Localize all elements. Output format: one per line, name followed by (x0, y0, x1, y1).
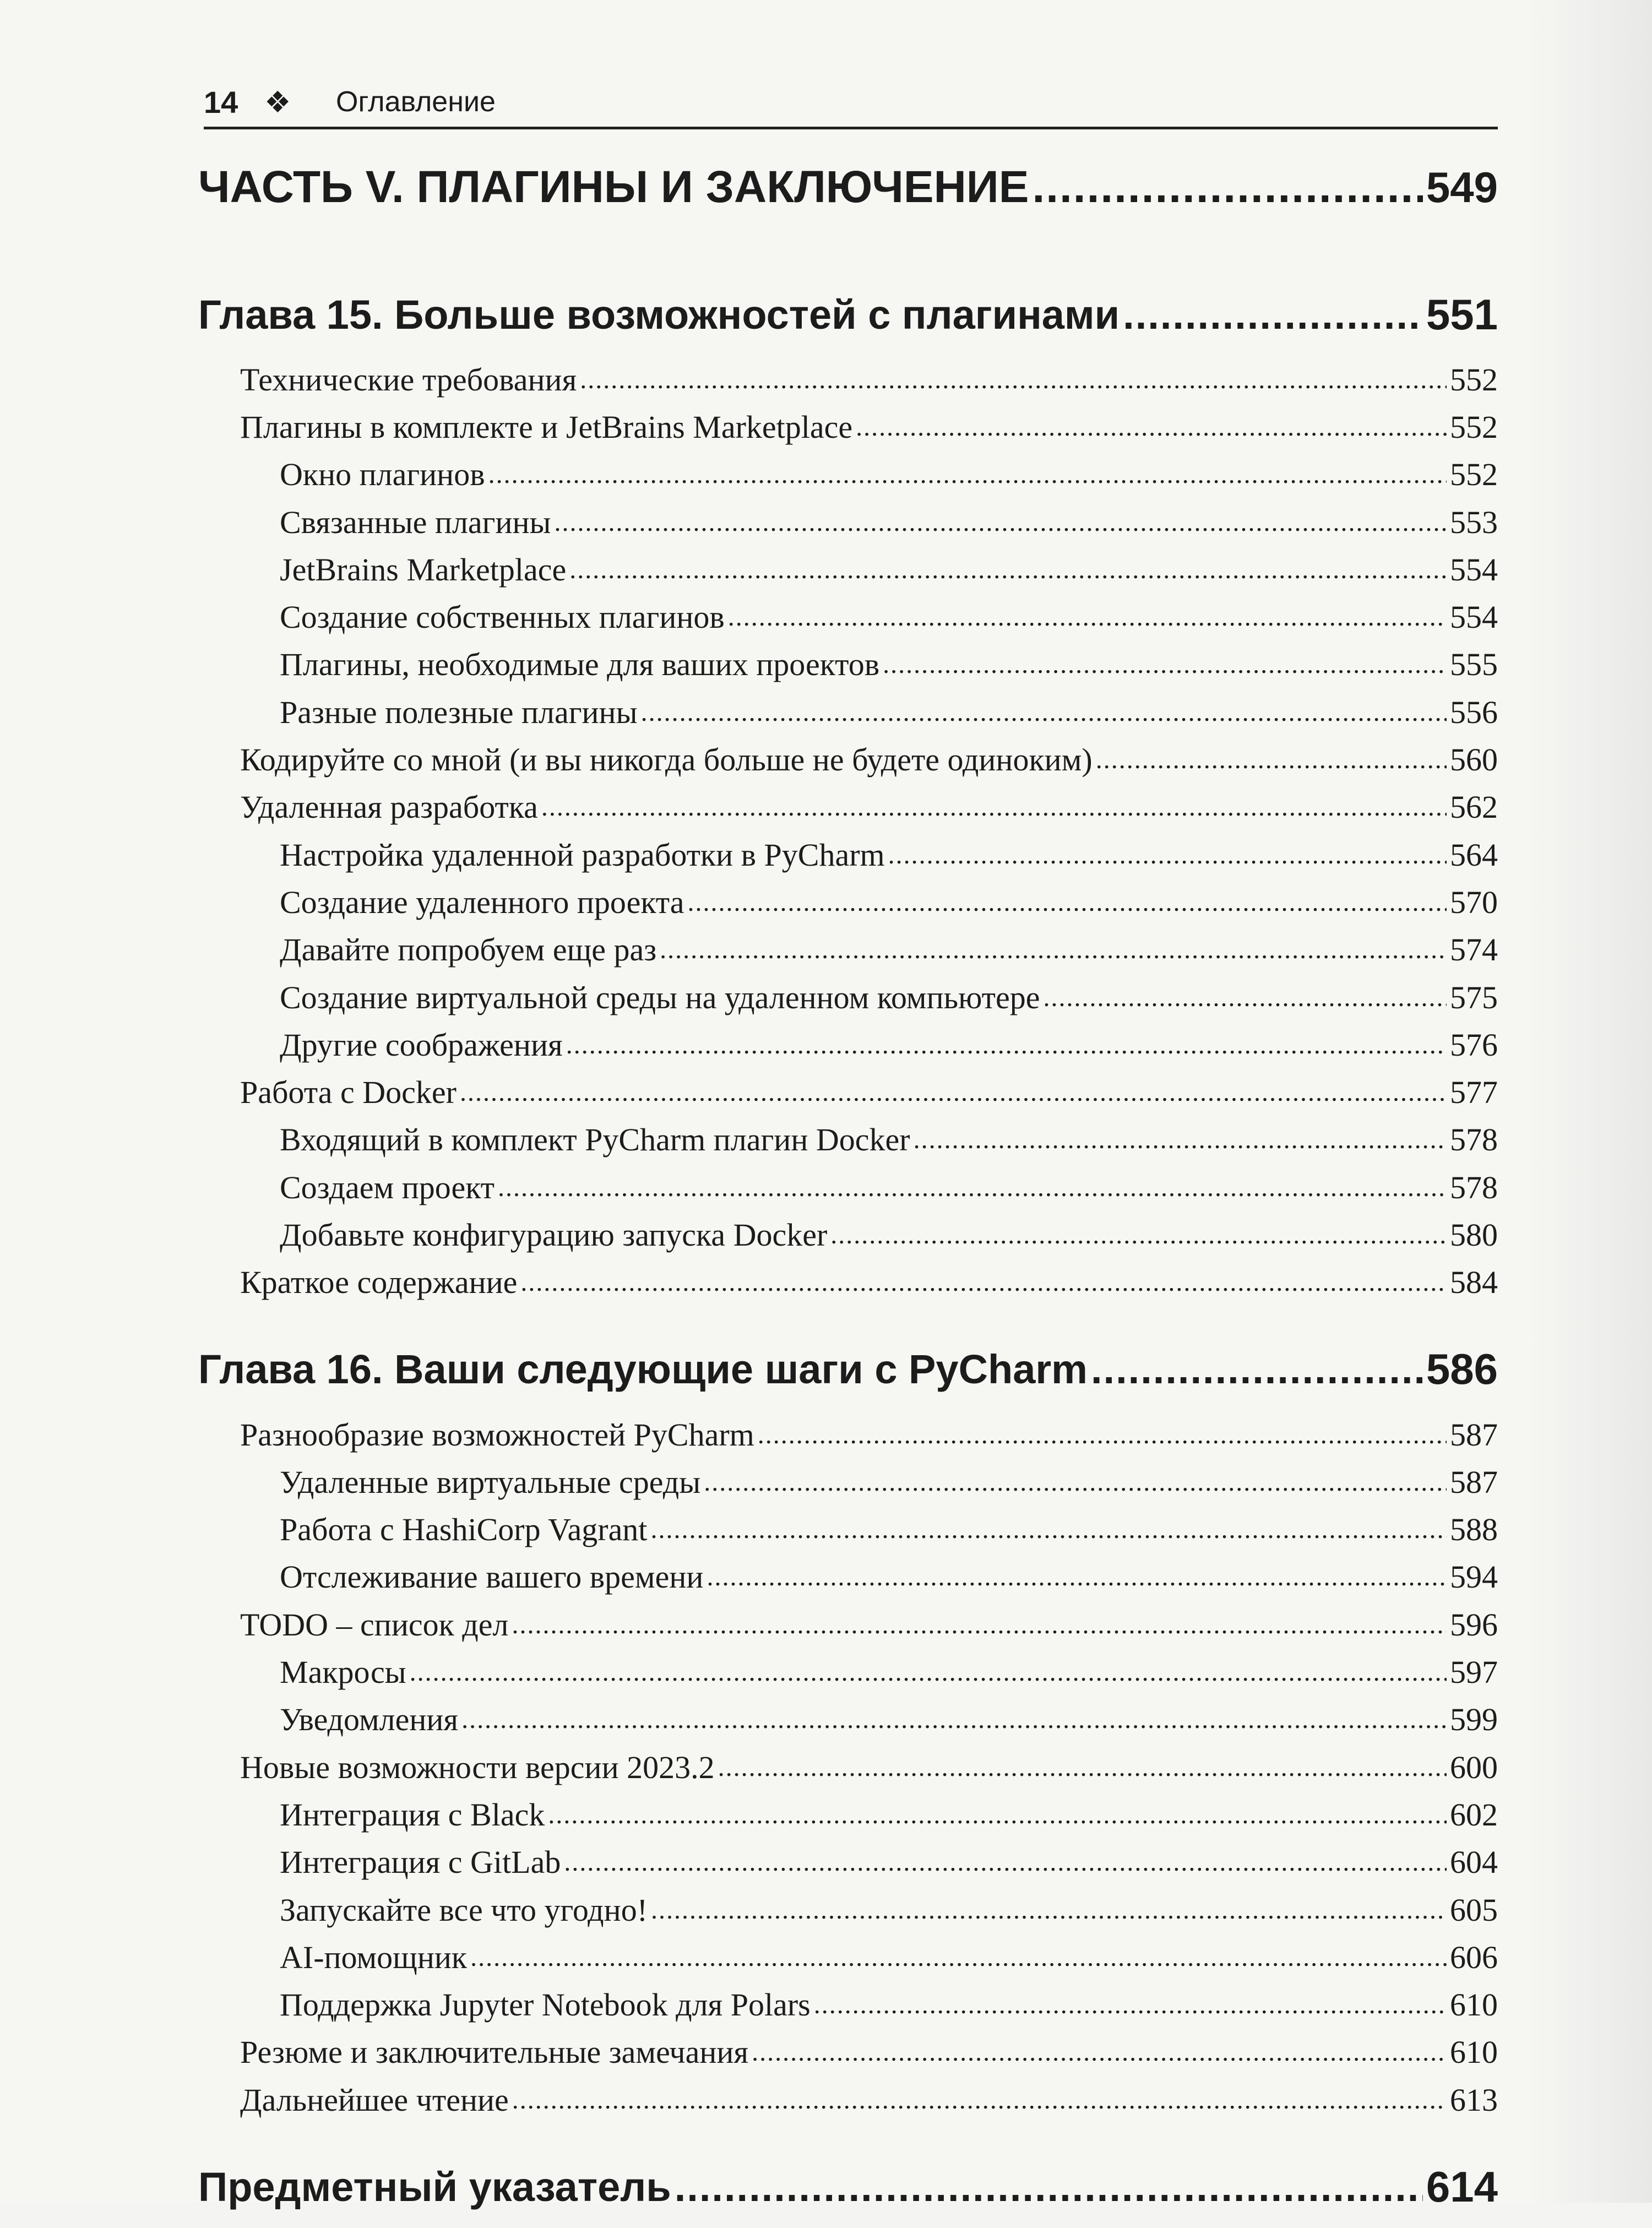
toc-entry-page: 578 (1450, 1122, 1498, 1158)
page-edge-shadow (1525, 0, 1652, 2203)
toc-entry-s2[interactable] (198, 974, 1498, 1021)
toc-entry-page: 577 (1450, 1074, 1498, 1111)
toc-entry-page: 587 (1450, 1464, 1498, 1500)
dot-leader (752, 2037, 1447, 2067)
toc-entry-title: Технические требования (240, 361, 577, 398)
dot-leader (548, 1800, 1447, 1830)
dot-leader (1044, 982, 1447, 1013)
dot-leader (888, 840, 1447, 870)
toc-entry-page: 600 (1450, 1749, 1498, 1785)
dot-leader (564, 1847, 1447, 1877)
toc-entry-title: Создание виртуальной среды на удаленном компьютере (280, 979, 1040, 1015)
toc-entry-title: AI-помощник (280, 1939, 468, 1975)
dot-leader (520, 1267, 1447, 1297)
toc-entry-page: 594 (1450, 1559, 1498, 1595)
toc-entry-s2[interactable] (198, 498, 1498, 546)
toc-entry-title: Запускайте все что угодно! (280, 1892, 648, 1928)
toc-entry-page: 564 (1450, 836, 1498, 873)
dot-leader (688, 887, 1447, 917)
toc-entry-page: 599 (1450, 1702, 1498, 1738)
toc-entry-page: 570 (1450, 884, 1498, 920)
toc-entry-page: 553 (1450, 504, 1498, 540)
toc-entry-title: Интеграция с Black (280, 1796, 545, 1833)
toc-entry-page: 586 (1426, 1345, 1498, 1394)
toc-entry-title: Другие соображения (280, 1026, 563, 1063)
toc-entry-title: Давайте попробуем еще раз (280, 932, 657, 968)
toc-entry-s1[interactable] (198, 1601, 1498, 1648)
toc-entry-title: Создаем проект (280, 1169, 494, 1205)
toc-entry-title: Плагины, необходимые для ваших проектов (280, 646, 880, 683)
toc-entry-page: 560 (1450, 742, 1498, 778)
toc-entry-page: 587 (1450, 1416, 1498, 1453)
dot-leader (1032, 161, 1422, 213)
dot-leader (883, 649, 1447, 680)
toc-entry-s1[interactable] (198, 1259, 1498, 1306)
dot-leader (707, 1562, 1447, 1592)
dot-leader (660, 934, 1447, 965)
dot-leader (728, 602, 1447, 632)
toc-entry-page: 554 (1450, 599, 1498, 635)
toc-entry-s2[interactable] (198, 1506, 1498, 1553)
toc-entry-s2[interactable] (198, 1648, 1498, 1696)
toc-entry-s2[interactable] (198, 1886, 1498, 1933)
toc-entry-s1[interactable] (198, 1068, 1498, 1116)
dot-leader (704, 1467, 1447, 1497)
toc-entry-title: JetBrains Marketplace (280, 551, 567, 588)
toc-entry-page: 602 (1450, 1796, 1498, 1833)
section-gap (198, 231, 1498, 251)
toc-entry-s2[interactable] (198, 593, 1498, 640)
dot-leader (498, 1172, 1447, 1203)
toc-entry-s2[interactable] (198, 546, 1498, 593)
dot-leader (856, 412, 1447, 442)
toc-entry-title: Входящий в комплект PyCharm плагин Docker (280, 1122, 910, 1158)
toc-entry-page: 562 (1450, 789, 1498, 825)
toc-entry-page: 604 (1450, 1844, 1498, 1881)
toc-entry-title: Удаленная разработка (240, 789, 538, 825)
toc-entry-page: 556 (1450, 694, 1498, 730)
toc-entry-title: Настройка удаленной разработки в PyCharm (280, 836, 885, 873)
toc-entry-title: Дальнейшее чтение (240, 2082, 509, 2118)
toc-entry-title: Интеграция с GitLab (280, 1844, 561, 1881)
toc-entry-title: Удаленные виртуальные среды (280, 1464, 701, 1500)
dot-leader (569, 555, 1447, 585)
toc-entry-s1[interactable] (198, 1411, 1498, 1458)
toc-entry-page: 613 (1450, 2082, 1498, 2118)
toc-entry-title: Разные полезные плагины (280, 694, 638, 730)
toc-entry-page: 575 (1450, 979, 1498, 1015)
toc-entry-title: Работа с Docker (240, 1074, 457, 1111)
toc-entry-page: 549 (1426, 162, 1498, 211)
toc-entry-page: 614 (1426, 2162, 1498, 2211)
toc-entry-title: Краткое содержание (240, 1264, 518, 1301)
toc-entry-s2[interactable] (198, 1116, 1498, 1164)
toc-entry-s1[interactable] (198, 784, 1498, 831)
dot-leader (758, 1420, 1447, 1450)
toc-entry-s2[interactable] (198, 1696, 1498, 1743)
section-gap (198, 2123, 1498, 2145)
ornament-icon: ❖ (264, 85, 291, 119)
toc-entry-page: 610 (1450, 1987, 1498, 2023)
toc-entry-page: 555 (1450, 646, 1498, 683)
toc-entry-title: ЧАСТЬ V. ПЛАГИНЫ И ЗАКЛЮЧЕНИЕ (198, 162, 1029, 212)
toc-entry-s1[interactable] (198, 1743, 1498, 1791)
toc-entry-s2[interactable] (198, 688, 1498, 736)
toc-entry-s2[interactable] (198, 1839, 1498, 1886)
dot-leader (1096, 745, 1447, 775)
toc-entry-page: 551 (1426, 290, 1498, 339)
dot-leader (512, 1610, 1447, 1640)
toc-entry-title: Разнообразие возможностей PyCharm (240, 1416, 754, 1453)
toc-entry-s2[interactable] (198, 641, 1498, 688)
dot-leader (1091, 1346, 1423, 1393)
toc-entry-s2[interactable] (198, 831, 1498, 878)
toc-entry-page: 597 (1450, 1654, 1498, 1691)
dot-leader (541, 792, 1447, 822)
dot-leader (830, 1220, 1447, 1250)
toc-entry-page: 606 (1450, 1939, 1498, 1975)
dot-leader (460, 1077, 1447, 1107)
running-head (204, 77, 1498, 129)
dot-leader (512, 2085, 1447, 2115)
dot-leader (488, 459, 1447, 490)
toc-entry-page: 596 (1450, 1606, 1498, 1643)
toc-entry-page: 552 (1450, 457, 1498, 493)
dot-leader (555, 507, 1447, 537)
toc-entry-page: 552 (1450, 361, 1498, 398)
dot-leader (641, 697, 1447, 727)
dot-leader (1123, 291, 1423, 338)
dot-leader (580, 365, 1447, 395)
toc-entry-s2[interactable] (198, 1791, 1498, 1838)
dot-leader (814, 1990, 1447, 2020)
toc-entry-page: 576 (1450, 1026, 1498, 1063)
toc-entry-page: 578 (1450, 1169, 1498, 1205)
section-gap (198, 1306, 1498, 1328)
toc-entry-page: 580 (1450, 1216, 1498, 1253)
dot-leader (650, 1514, 1447, 1545)
toc-entry-s2[interactable] (198, 1553, 1498, 1601)
toc-entry-title: Работа с HashiCorp Vagrant (280, 1512, 648, 1548)
toc-entry-s2[interactable] (198, 1211, 1498, 1258)
toc-entry-title: Отслеживание вашего времени (280, 1559, 704, 1595)
toc-entry-title: Предметный указатель (198, 2164, 671, 2210)
dot-leader (675, 2164, 1423, 2210)
toc-entry-chapter[interactable] (198, 273, 1498, 356)
toc-entry-s1[interactable] (198, 736, 1498, 783)
toc-entry-title: Новые возможности версии 2023.2 (240, 1749, 715, 1785)
toc-entry-part[interactable] (198, 143, 1498, 231)
toc-entry-s2[interactable] (198, 878, 1498, 926)
toc-entry-title: Создание удаленного проекта (280, 884, 684, 920)
toc-entry-page: 605 (1450, 1892, 1498, 1928)
toc-entry-s2[interactable] (198, 1981, 1498, 2029)
toc-entry-title: Уведомления (280, 1702, 459, 1738)
dot-leader (651, 1895, 1447, 1925)
toc-entry-s1[interactable] (198, 356, 1498, 403)
toc-entry-page: 610 (1450, 2034, 1498, 2071)
toc-entry-title: Глава 16. Ваши следующие шаги с PyCharm (198, 1346, 1088, 1393)
toc-entry-title: TODO – список дел (240, 1606, 509, 1643)
dot-leader (410, 1657, 1447, 1687)
toc-entry-s2[interactable] (198, 1933, 1498, 1981)
toc-entry-page: 588 (1450, 1512, 1498, 1548)
toc-entry-chapter[interactable] (198, 1328, 1498, 1411)
toc-entry-title: Поддержка Jupyter Notebook для Polars (280, 1987, 811, 2023)
toc-entry-s1[interactable] (198, 403, 1498, 450)
page-number: 14 (204, 84, 238, 119)
dot-leader (914, 1124, 1447, 1155)
dot-leader (461, 1704, 1447, 1735)
toc-entry-s2[interactable] (198, 1458, 1498, 1506)
toc-entry-page: 584 (1450, 1264, 1498, 1301)
toc-entry-title: Добавьте конфигурацию запуска Docker (280, 1216, 828, 1253)
toc-entry-title: Создание собственных плагинов (280, 599, 725, 635)
toc-entry-title: Кодируйте со мной (и вы никогда больше не будете одиноким) (240, 742, 1093, 778)
dot-leader (718, 1752, 1447, 1783)
toc-entry-title: Окно плагинов (280, 457, 485, 493)
toc-entry-title: Плагины в комплекте и JetBrains Marketplace (240, 409, 853, 445)
toc-entry-s2[interactable] (198, 1164, 1498, 1211)
toc-entry-s2[interactable] (198, 451, 1498, 498)
toc-entry-s1[interactable] (198, 2076, 1498, 2123)
toc-entry-title: Глава 15. Больше возможностей с плагинами (198, 291, 1120, 338)
toc-entry-title: Макросы (280, 1654, 406, 1691)
toc-entry-page: 554 (1450, 551, 1498, 588)
running-title: Оглавление (336, 86, 496, 118)
toc-entry-s1[interactable] (198, 2029, 1498, 2076)
toc-entry-s2[interactable] (198, 1021, 1498, 1068)
dot-leader (566, 1030, 1447, 1060)
toc-entry-s2[interactable] (198, 926, 1498, 974)
toc-entry-title: Связанные плагины (280, 504, 551, 540)
section-gap (198, 251, 1498, 273)
toc-entry-title: Резюме и заключительные замечания (240, 2034, 749, 2071)
dot-leader (470, 1942, 1447, 1972)
toc-entry-chapter[interactable] (198, 2145, 1498, 2228)
toc-entry-page: 574 (1450, 932, 1498, 968)
toc-entry-page: 552 (1450, 409, 1498, 445)
table-of-contents (198, 143, 1498, 2228)
